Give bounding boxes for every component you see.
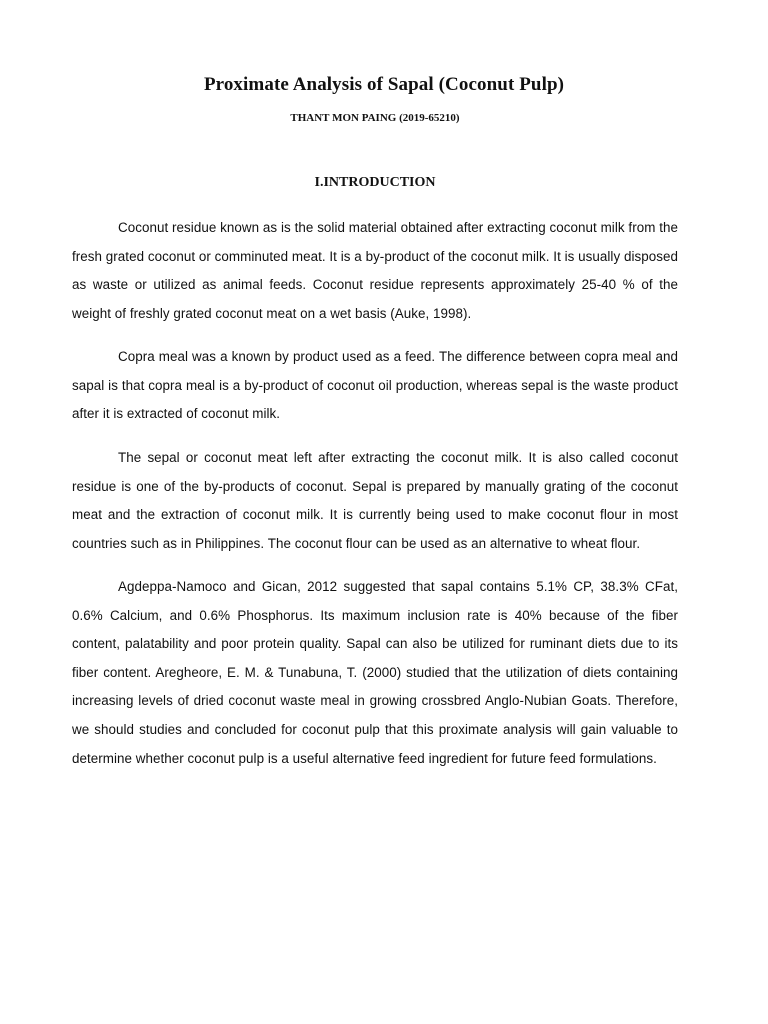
section-heading: I.INTRODUCTION [314, 175, 436, 190]
paragraph-2: Copra meal was a known by product used as a feed. The difference between copra meal and sapal is that copra meal is a by-product of coconut oil production, whereas sepal is the waste product after it is extracted of coconut milk. [72, 349, 678, 422]
paragraph-3: The sepal or coconut meat left after extracting the coconut milk. It is also called coconut residue is one of the by-products of coconut. Sepal is prepared by manually grating of the coconut meat and the extraction of coconut milk. It is currently being used to make coconut flour in most countries such as in Philippines. The coconut flour can be used as an alternative to wheat flour. [72, 450, 678, 551]
paragraph-4: Agdeppa-Namoco and Gican, 2012 suggested that sapal contains 5.1% CP, 38.3% CFat, 0.6% Calcium, and 0.6% Phosphorus. Its maximum inclusion rate is 40% because of the fiber content, palatability and poor protein quality. Sapal can also be utilized for ruminant diets due to its fiber content. Aregheore, E. M. & Tunabuna, T. (2000) studied that the utilization of diets containing increasing levels of dried coconut waste meal in growing crossbred Anglo-Nubian Goats. Therefore, we should studies and concluded for coconut pulp that this proximate analysis will gain valuable to determine whether coconut pulp is a useful alternative feed ingredient for future feed formulations. [72, 579, 678, 766]
document-title: Proximate Analysis of Sapal (Coconut Pulp) [203, 74, 565, 95]
paragraph-1: Coconut residue known as is the solid material obtained after extracting coconut milk from the fresh grated coconut or comminuted meat. It is a by-product of the coconut milk. It is usually disposed as waste or utilized as animal feeds. Coconut residue represents approximately 25-40 % of the weight of freshly grated coconut meat on a wet basis (Auke, 1998). [72, 220, 678, 321]
author-line: THANT MON PAING (2019-65210) [290, 112, 460, 124]
